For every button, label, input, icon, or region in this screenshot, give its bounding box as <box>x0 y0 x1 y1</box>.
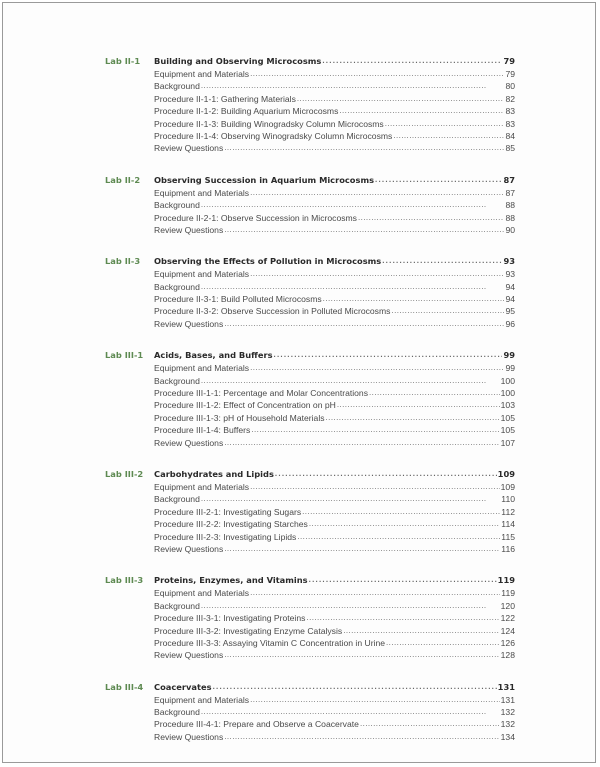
entry-title: Background <box>154 375 200 386</box>
entry-page-number: 114 <box>501 519 515 530</box>
entry-line <box>154 142 515 155</box>
toc-entry[interactable] <box>105 362 515 374</box>
lab-number: Lab II-2 <box>105 174 141 185</box>
entry-title: Equipment and Materials <box>154 269 250 280</box>
dot-leader <box>250 362 504 374</box>
entry-title: Background <box>154 281 200 292</box>
entry-line <box>154 105 515 118</box>
dot-leader <box>224 437 499 449</box>
dot-leader <box>250 587 500 599</box>
toc-section <box>105 573 515 661</box>
entry-line <box>154 531 515 544</box>
entry-title: Procedure II-3-1: Build Polluted Microcosms <box>154 294 322 305</box>
entry-line <box>154 731 515 744</box>
toc-entry[interactable] <box>105 281 515 293</box>
entry-title: Procedure III-1-1: Percentage and Molar Concentrations <box>154 388 369 399</box>
lab-heading-row[interactable] <box>105 54 515 68</box>
lab-title-line <box>154 54 515 69</box>
entry-page-number: 88 <box>505 212 515 223</box>
lab-title-line <box>154 348 515 363</box>
entry-title: Equipment and Materials <box>154 694 250 705</box>
lab-title-line <box>154 467 515 482</box>
entry-page-number: 132 <box>500 719 515 730</box>
entry-line <box>154 518 515 531</box>
lab-title-line <box>154 573 515 588</box>
entry-page-number: 112 <box>501 506 515 517</box>
lab-page-number: 99 <box>503 350 515 361</box>
entry-line <box>154 649 515 662</box>
lab-title: Acids, Bases, and Buffers <box>154 350 273 361</box>
toc-section <box>105 680 515 744</box>
toc-section <box>105 173 515 237</box>
dot-leader <box>322 54 502 68</box>
toc-entry[interactable] <box>105 375 515 387</box>
lab-title-line <box>154 254 515 269</box>
dot-leader <box>343 625 499 637</box>
entry-line <box>154 718 515 731</box>
dot-leader <box>393 130 504 142</box>
entry-title: Equipment and Materials <box>154 481 250 492</box>
entry-line <box>154 212 515 225</box>
toc-entry[interactable] <box>105 305 515 317</box>
toc-entry[interactable] <box>105 412 515 424</box>
entry-page-number: 134 <box>500 731 515 742</box>
entry-page-number: 88 <box>505 200 515 211</box>
entry-title: Background <box>154 600 200 611</box>
entry-title: Equipment and Materials <box>154 187 250 198</box>
dot-leader <box>201 281 505 293</box>
lab-title: Observing Succession in Aquarium Microcosms <box>154 174 375 185</box>
entry-page-number: 105 <box>500 412 515 423</box>
entry-title: Procedure III-1-2: Effect of Concentration on pH <box>154 400 336 411</box>
dot-leader <box>213 680 497 694</box>
dot-leader <box>382 254 502 268</box>
entry-line <box>154 80 515 93</box>
lab-heading-row[interactable] <box>105 348 515 362</box>
entry-page-number: 110 <box>501 494 515 505</box>
toc-entry[interactable] <box>105 93 515 105</box>
entry-line <box>154 637 515 650</box>
entry-page-number: 115 <box>501 531 515 542</box>
dot-leader <box>224 543 500 555</box>
entry-line <box>154 268 515 281</box>
entry-title: Procedure II-1-2: Building Aquarium Microcosms <box>154 106 339 117</box>
dot-leader <box>375 173 502 187</box>
entry-line <box>154 437 515 450</box>
entry-line <box>154 93 515 106</box>
toc-entry[interactable] <box>105 543 515 555</box>
dot-leader <box>369 387 500 399</box>
entry-page-number: 96 <box>505 318 515 329</box>
dot-leader <box>323 293 505 305</box>
dot-leader <box>224 142 504 154</box>
lab-page-number: 87 <box>503 174 515 185</box>
dot-leader <box>201 199 505 211</box>
entry-page-number: 83 <box>505 106 515 117</box>
entry-title: Equipment and Materials <box>154 69 250 79</box>
entry-page-number: 119 <box>501 588 515 599</box>
dot-leader <box>391 305 504 317</box>
dot-leader <box>385 118 505 130</box>
entry-title: Review Questions <box>154 543 224 554</box>
entry-line <box>154 318 515 331</box>
dot-leader <box>251 424 499 436</box>
lab-page-number: 119 <box>497 575 515 586</box>
toc-entry[interactable] <box>105 199 515 211</box>
entry-page-number: 132 <box>500 707 515 718</box>
entry-title: Equipment and Materials <box>154 588 250 599</box>
toc-entry[interactable] <box>105 387 515 399</box>
entry-title: Procedure III-4-1: Prepare and Observe a Coacervate <box>154 719 359 730</box>
toc-entry[interactable] <box>105 625 515 637</box>
dot-leader <box>224 731 499 743</box>
toc-entry[interactable] <box>105 130 515 142</box>
entry-title: Procedure II-1-1: Gathering Materials <box>154 93 296 104</box>
entry-line <box>154 424 515 437</box>
table-of-contents <box>105 54 515 743</box>
toc-entry[interactable] <box>105 649 515 661</box>
dot-leader <box>201 375 500 387</box>
toc-entry[interactable] <box>105 212 515 224</box>
entry-title: Equipment and Materials <box>154 363 250 374</box>
entry-line <box>154 543 515 556</box>
toc-entry[interactable] <box>105 506 515 518</box>
entry-title: Review Questions <box>154 318 224 329</box>
lab-heading-row[interactable] <box>105 254 515 268</box>
dot-leader <box>309 573 497 587</box>
entry-line <box>154 625 515 638</box>
toc-entry[interactable] <box>105 718 515 730</box>
entry-title: Procedure II-1-4: Observing Winogradsky Column Microcosms <box>154 130 393 141</box>
entry-title: Review Questions <box>154 650 224 661</box>
lab-number: Lab III-3 <box>105 575 144 586</box>
toc-entry[interactable] <box>105 518 515 530</box>
entry-page-number: 99 <box>505 363 515 374</box>
lab-page-number: 131 <box>497 681 515 692</box>
entry-page-number: 90 <box>505 224 515 235</box>
entry-line <box>154 130 515 143</box>
toc-section <box>105 254 515 330</box>
lab-page-number: 79 <box>503 56 515 66</box>
entry-title: Background <box>154 494 200 505</box>
dot-leader <box>386 637 500 649</box>
toc-entry[interactable] <box>105 493 515 505</box>
entry-line <box>154 362 515 375</box>
entry-page-number: 105 <box>500 425 515 436</box>
document-page <box>2 2 596 763</box>
entry-title: Review Questions <box>154 437 224 448</box>
entry-title: Procedure III-3-2: Investigating Enzyme Catalysis <box>154 625 343 636</box>
entry-page-number: 84 <box>505 130 515 141</box>
lab-title: Proteins, Enzymes, and Vitamins <box>154 575 308 586</box>
entry-line <box>154 68 515 81</box>
toc-entry[interactable] <box>105 318 515 330</box>
toc-entry[interactable] <box>105 187 515 199</box>
dot-leader <box>250 268 504 280</box>
entry-page-number: 85 <box>505 143 515 154</box>
entry-title: Procedure III-2-1: Investigating Sugars <box>154 506 302 517</box>
toc-entry[interactable] <box>105 437 515 449</box>
entry-line <box>154 199 515 212</box>
toc-entry[interactable] <box>105 68 515 80</box>
toc-entry[interactable] <box>105 118 515 130</box>
dot-leader <box>358 212 504 224</box>
dot-leader <box>250 187 504 199</box>
entry-title: Procedure III-3-3: Assaying Vitamin C Concentration in Urine <box>154 637 386 648</box>
lab-page-number: 109 <box>497 468 515 479</box>
entry-line <box>154 293 515 306</box>
entry-line <box>154 587 515 600</box>
entry-line <box>154 506 515 519</box>
dot-leader <box>250 694 500 706</box>
entry-title: Procedure III-2-3: Investigating Lipids <box>154 531 297 542</box>
lab-heading-row[interactable] <box>105 680 515 694</box>
toc-entry[interactable] <box>105 600 515 612</box>
dot-leader <box>337 399 500 411</box>
entry-title: Background <box>154 81 200 92</box>
dot-leader <box>275 467 497 481</box>
toc-entry[interactable] <box>105 293 515 305</box>
toc-entry[interactable] <box>105 224 515 236</box>
dot-leader <box>297 531 500 543</box>
toc-entry[interactable] <box>105 612 515 624</box>
toc-entry[interactable] <box>105 424 515 436</box>
toc-entry[interactable] <box>105 731 515 743</box>
toc-entry[interactable] <box>105 694 515 706</box>
entry-title: Review Questions <box>154 224 224 235</box>
toc-entry[interactable] <box>105 706 515 718</box>
toc-entry[interactable] <box>105 399 515 411</box>
entry-title: Background <box>154 707 200 718</box>
entry-line <box>154 694 515 707</box>
dot-leader <box>201 600 500 612</box>
toc-entry[interactable] <box>105 268 515 280</box>
lab-page-number: 93 <box>503 256 515 267</box>
entry-line <box>154 481 515 494</box>
entry-title: Review Questions <box>154 731 224 742</box>
entry-line <box>154 187 515 200</box>
dot-leader <box>250 481 500 493</box>
lab-number: Lab III-2 <box>105 468 144 479</box>
lab-number: Lab II-1 <box>105 56 141 66</box>
lab-title-line <box>154 173 515 188</box>
lab-title: Building and Observing Microcosms <box>154 56 322 66</box>
entry-page-number: 107 <box>500 437 515 448</box>
entry-page-number: 109 <box>500 481 515 492</box>
entry-line <box>154 224 515 237</box>
entry-page-number: 94 <box>505 281 515 292</box>
entry-page-number: 124 <box>500 625 515 636</box>
lab-title: Observing the Effects of Pollution in Microcosms <box>154 256 382 267</box>
dot-leader <box>297 93 505 105</box>
lab-title: Carbohydrates and Lipids <box>154 468 274 479</box>
dot-leader <box>309 518 500 530</box>
entry-page-number: 126 <box>500 637 515 648</box>
dot-leader <box>302 506 500 518</box>
entry-line <box>154 118 515 131</box>
entry-title: Procedure II-3-2: Observe Succession in Polluted Microcosms <box>154 306 391 317</box>
entry-title: Procedure III-3-1: Investigating Proteins <box>154 613 306 624</box>
dot-leader <box>250 68 504 80</box>
dot-leader <box>224 318 504 330</box>
dot-leader <box>224 224 504 236</box>
entry-page-number: 80 <box>505 81 515 92</box>
dot-leader <box>339 105 504 117</box>
toc-section <box>105 54 515 155</box>
lab-heading-row[interactable] <box>105 467 515 481</box>
lab-number: Lab III-4 <box>105 681 144 692</box>
dot-leader <box>326 412 500 424</box>
toc-entry[interactable] <box>105 637 515 649</box>
entry-page-number: 95 <box>505 306 515 317</box>
entry-title: Background <box>154 200 200 211</box>
lab-number: Lab II-3 <box>105 256 141 267</box>
toc-entry[interactable] <box>105 105 515 117</box>
entry-title: Procedure III-1-3: pH of Household Materials <box>154 412 325 423</box>
entry-line <box>154 281 515 294</box>
entry-line <box>154 305 515 318</box>
entry-page-number: 87 <box>505 187 515 198</box>
toc-section <box>105 348 515 449</box>
entry-title: Procedure II-2-1: Observe Succession in Microcosms <box>154 212 357 223</box>
entry-line <box>154 399 515 412</box>
toc-entry[interactable] <box>105 142 515 154</box>
entry-page-number: 94 <box>505 294 515 305</box>
entry-line <box>154 375 515 388</box>
dot-leader <box>201 80 505 92</box>
lab-title-line <box>154 680 515 695</box>
toc-entry[interactable] <box>105 587 515 599</box>
toc-entry[interactable] <box>105 481 515 493</box>
dot-leader <box>224 649 499 661</box>
dot-leader <box>201 706 500 718</box>
entry-title: Procedure III-2-2: Investigating Starches <box>154 519 308 530</box>
entry-page-number: 131 <box>500 694 515 705</box>
entry-line <box>154 412 515 425</box>
entry-page-number: 120 <box>500 600 515 611</box>
entry-page-number: 93 <box>505 269 515 280</box>
entry-line <box>154 493 515 506</box>
dot-leader <box>274 348 503 362</box>
entry-title: Procedure II-1-3: Building Winogradsky Column Microcosms <box>154 118 384 129</box>
entry-page-number: 122 <box>500 613 515 624</box>
lab-title: Coacervates <box>154 681 212 692</box>
entry-page-number: 128 <box>500 650 515 661</box>
lab-number: Lab III-1 <box>105 350 144 361</box>
entry-title: Procedure III-1-4: Buffers <box>154 425 251 436</box>
entry-page-number: 103 <box>500 400 515 411</box>
entry-line <box>154 612 515 625</box>
entry-page-number: 83 <box>505 118 515 129</box>
entry-title: Review Questions <box>154 143 224 154</box>
entry-page-number: 100 <box>500 375 515 386</box>
toc-section <box>105 467 515 555</box>
entry-line <box>154 706 515 719</box>
lab-heading-row[interactable] <box>105 573 515 587</box>
toc-entry[interactable] <box>105 80 515 92</box>
entry-line <box>154 600 515 613</box>
entry-page-number: 116 <box>501 543 515 554</box>
entry-page-number: 82 <box>505 93 515 104</box>
lab-heading-row[interactable] <box>105 173 515 187</box>
entry-page-number: 79 <box>505 69 515 79</box>
toc-entry[interactable] <box>105 531 515 543</box>
entry-page-number: 100 <box>500 388 515 399</box>
dot-leader <box>360 718 500 730</box>
entry-line <box>154 387 515 400</box>
dot-leader <box>306 612 499 624</box>
dot-leader <box>201 493 500 505</box>
